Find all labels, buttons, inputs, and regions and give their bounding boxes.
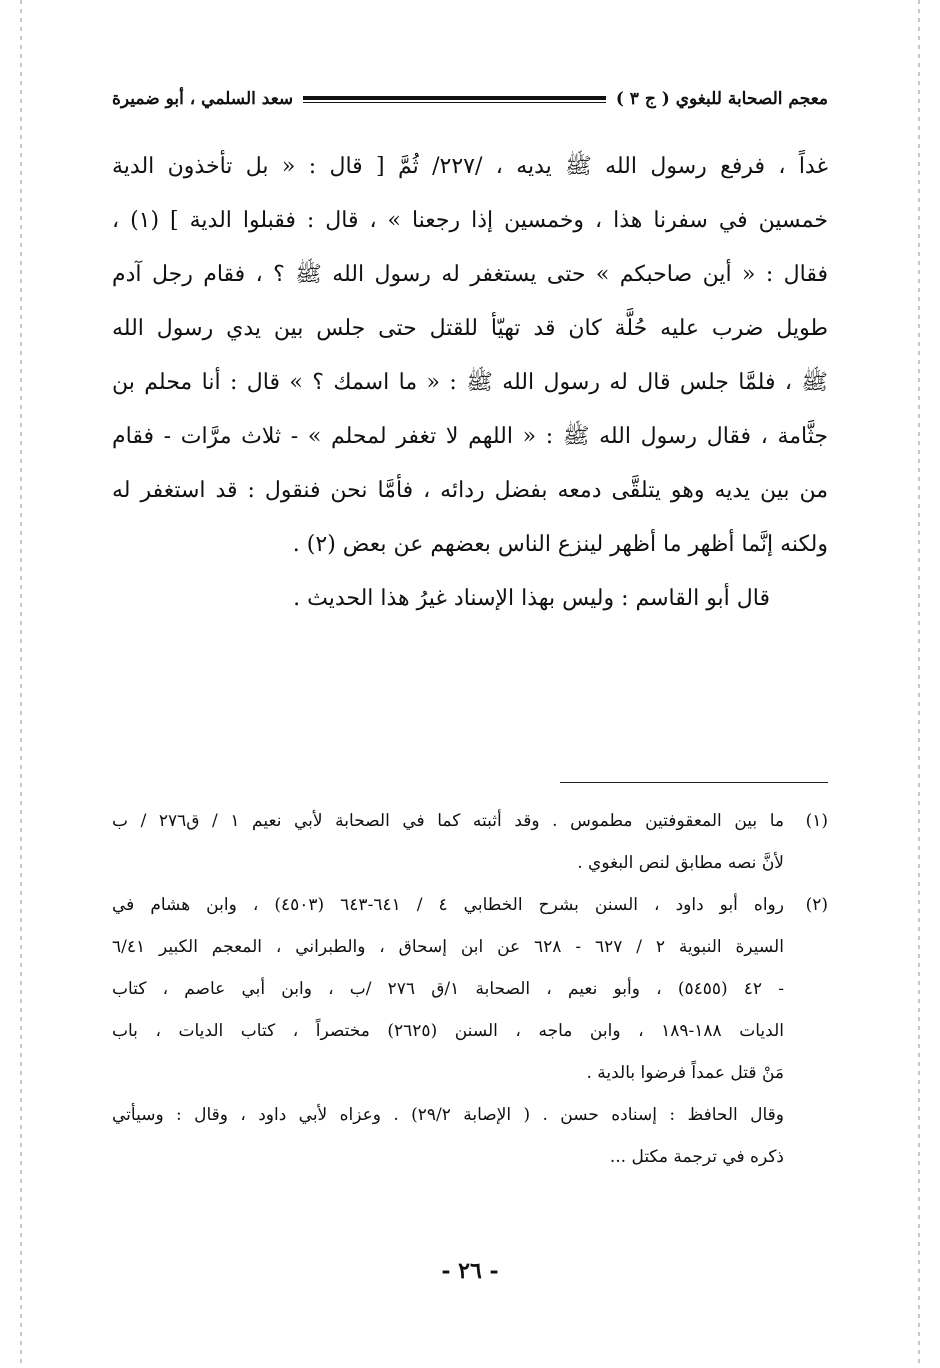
footnote-number: (٢)	[805, 895, 828, 915]
header-rule	[303, 96, 606, 103]
footnote-line: السيرة النبوية ٢ / ٦٢٧ - ٦٢٨ عن ابن إسحاق ، والطبراني ، المعجم الكبير ٦/٤١	[112, 937, 784, 957]
footnote-line: - ٤٢ (٥٤٥٥) ، وأبو نعيم ، الصحابة ١/ق ٢٧٦ /ب ، وابن أبي عاصم ، كتاب	[112, 979, 784, 999]
text-line: خمسين في سفرنا هذا ، وخمسين إذا رجعنا » ، قال : فقبلوا الدية ] (١) ،	[112, 208, 828, 233]
right-margin-guide	[918, 0, 920, 1368]
text-line: طويل ضرب عليه حُلَّة كان قد تهيّأ للقتل حتى جلس بين يدي رسول الله	[112, 316, 828, 341]
footnote-text	[112, 884, 784, 1178]
footnote-line: مَنْ قتل عمداً فرضوا بالدية .	[586, 1063, 784, 1083]
text-line: ولكنه إنَّما أظهر ما أظهر لينزع الناس بعضهم عن بعض (٢) .	[292, 532, 828, 557]
footnote-separator	[560, 782, 828, 783]
header-entry-title: سعد السلمي ، أبو ضميرة	[112, 89, 294, 109]
text-line: فقال : « أين صاحبكم » حتى يستغفر له رسول الله ﷺ ؟ ، فقام رجل آدم	[112, 262, 828, 287]
text-line: غداً ، فرفع رسول الله ﷺ يديه ، /٢٢٧/ ثُمَّ [ قال : « بل تأخذون الدية	[112, 154, 828, 179]
main-text	[112, 140, 828, 626]
footnote-line: ذكره في ترجمة مكتل ...	[609, 1147, 784, 1167]
left-margin-guide	[20, 0, 22, 1368]
text-line: قال أبو القاسم : وليس بهذا الإسناد غيرُ هذا الحديث .	[293, 586, 770, 611]
footnote-line: رواه أبو داود ، السنن بشرح الخطابي ٤ / ٦٤١-٦٤٣ (٤٥٠٣) ، وابن هشام في	[112, 895, 784, 915]
footnote-line: الديات ١٨٨-١٨٩ ، وابن ماجه ، السنن (٢٦٢٥) مختصراً ، كتاب الديات ، باب	[112, 1021, 784, 1041]
footnotes	[112, 800, 828, 1178]
footnote-text	[112, 800, 784, 884]
text-line: جثَّامة ، فقال رسول الله ﷺ : « اللهم لا تغفر لمحلم » - ثلاث مرَّات - فقام	[112, 424, 828, 449]
footnote	[112, 800, 828, 884]
footnote	[112, 884, 828, 1178]
text-line: من بين يديه وهو يتلقَّى دمعه بفضل ردائه ، فأمَّا نحن فنقول : قد استغفر له	[112, 478, 828, 503]
footnote-line: وقال الحافظ : إسناده حسن . ( الإصابة ٢٩/٢) . وعزاه لأبي داود ، وقال : وسيأتي	[112, 1105, 784, 1125]
footnote-number: (١)	[805, 811, 828, 831]
page-number: - ٢٦ -	[441, 1258, 499, 1284]
header-book-title: معجم الصحابة للبغوي ( ج ٣ )	[615, 89, 828, 109]
text-line: ﷺ ، فلمَّا جلس قال له رسول الله ﷺ : « ما اسمك ؟ » قال : أنا محلم بن	[112, 370, 828, 395]
footnote-line: ما بين المعقوفتين مطموس . وقد أثبته كما في الصحابة لأبي نعيم ١ / ق٢٧٦ / ب	[112, 811, 784, 831]
running-header	[112, 84, 828, 114]
footnote-line: لأنَّ نصه مطابق لنص البغوي .	[577, 853, 784, 873]
